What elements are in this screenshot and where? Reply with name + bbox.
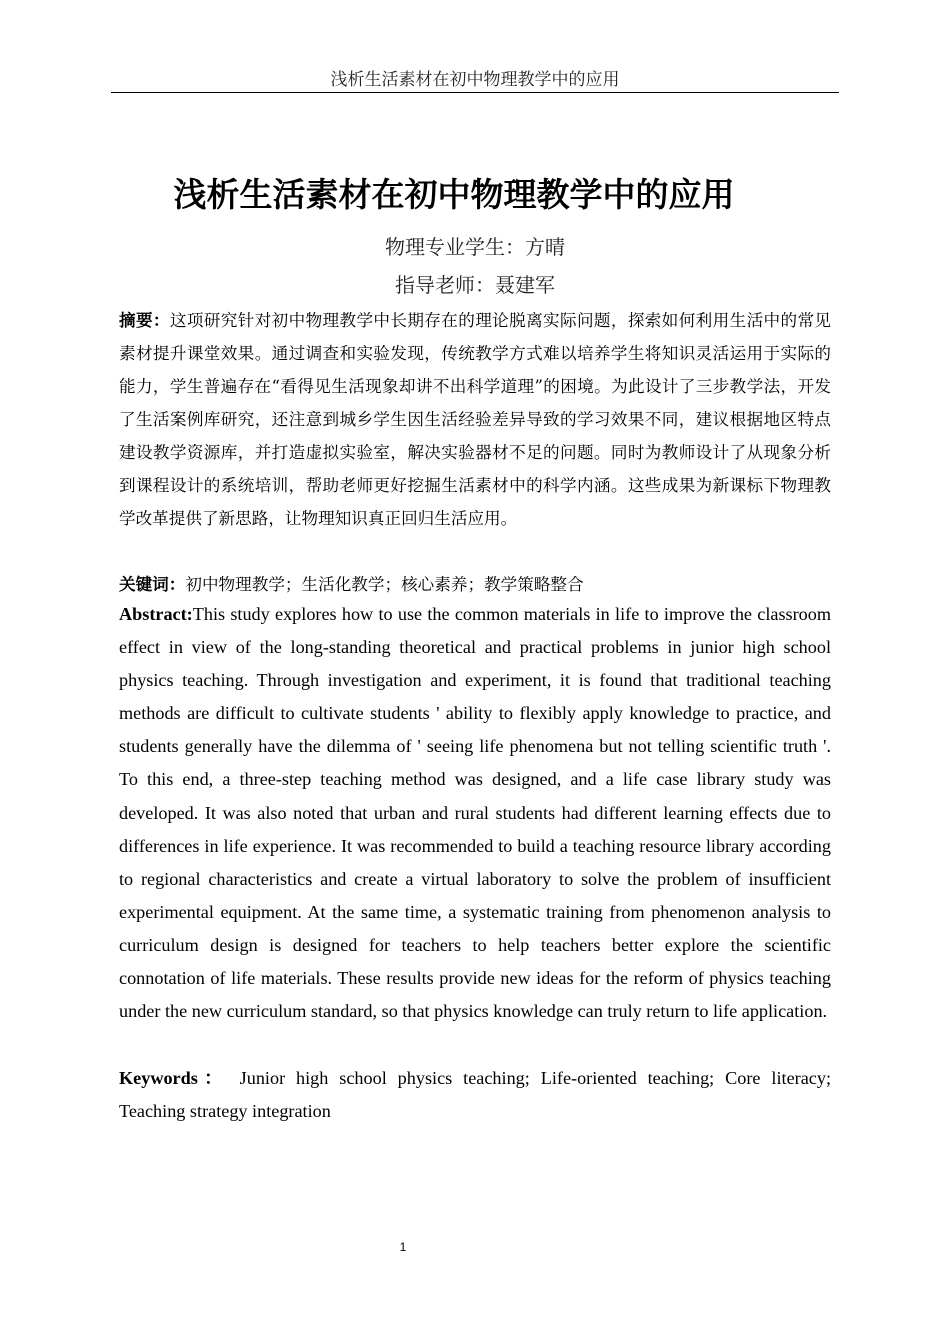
advisor-line: 指导老师：聂建军 [395, 273, 555, 297]
page-number: 1 [399, 1240, 407, 1254]
abstract-english [119, 598, 831, 1028]
abstract-chinese-label: 摘要： [119, 310, 170, 330]
abstract-chinese-text: 这项研究针对初中物理教学中长期存在的理论脱离实际问题，探索如何利用生活中的常见素材提升课堂效果。通过调查和实验发现，传统教学方式难以培养学生将知识灵活运用于实际的能力，学生普遍存在“看得见生活现象却讲不出科学道理”的困境。为此设计了三步教学法，开发了生活案例库研究，还注意到城乡学生因生活经验差异导致的学习效果不同，建议根据地区特点建设教学资源库，并打造虚拟实验室，解决实验器材不足的问题。同时为教师设计了从现象分析到课程设计的系统培训，帮助老师更好挖掘生活素材中的科学内涵。这些成果为新课标下物理教学改革提供了新思路，让物理知识真正回归生活应用。 [119, 311, 832, 528]
running-header: 浅析生活素材在初中物理教学中的应用 [111, 68, 839, 93]
keywords-english-label: Keywords： [119, 1068, 229, 1088]
paper-title: 浅析生活素材在初中物理教学中的应用 [173, 175, 735, 214]
keywords-chinese-text: 初中物理教学；生活化教学；核心素养；教学策略整合 [185, 575, 584, 594]
author-line: 物理专业学生：方晴 [385, 235, 565, 259]
keywords-chinese-label: 关键词： [119, 574, 186, 594]
abstract-english-text: This study explores how to use the common materials in life to improve the classroom effect in view of the long-standing theoretical and practical problems in junior high school physics teaching. Through investigation and experiment, it is found that traditional teaching methods are difficult to cultivate students ' ability to flexibly apply knowledge to practice, and students generally have the dilemma of ' seeing life phenomena but not telling scientific truth '. To this end, a three-step teaching method was designed, and a life case library study was developed. It was also noted that urban and rural students had different learning effects due to differences in life experience. It was recommended to build a teaching resource library according to regional characteristics and create a virtual laboratory to solve the problem of insufficient experimental equipment. At the same time, a systematic training from phenomenon analysis to curriculum design is designed for teachers to help teachers better explore the scientific connotation of life materials. These results provide new ideas for the reform of physics teaching under the new curriculum standard, so that physics knowledge can truly return to life application. [119, 604, 831, 1022]
abstract-english-label: Abstract: [119, 604, 193, 624]
keywords-english-text: Junior high school physics teaching; Life-oriented teaching; Core literacy; Teaching strategy integration [119, 1068, 832, 1121]
keywords-english [119, 1062, 831, 1128]
abstract-chinese [119, 304, 831, 535]
keywords-chinese [119, 568, 831, 601]
